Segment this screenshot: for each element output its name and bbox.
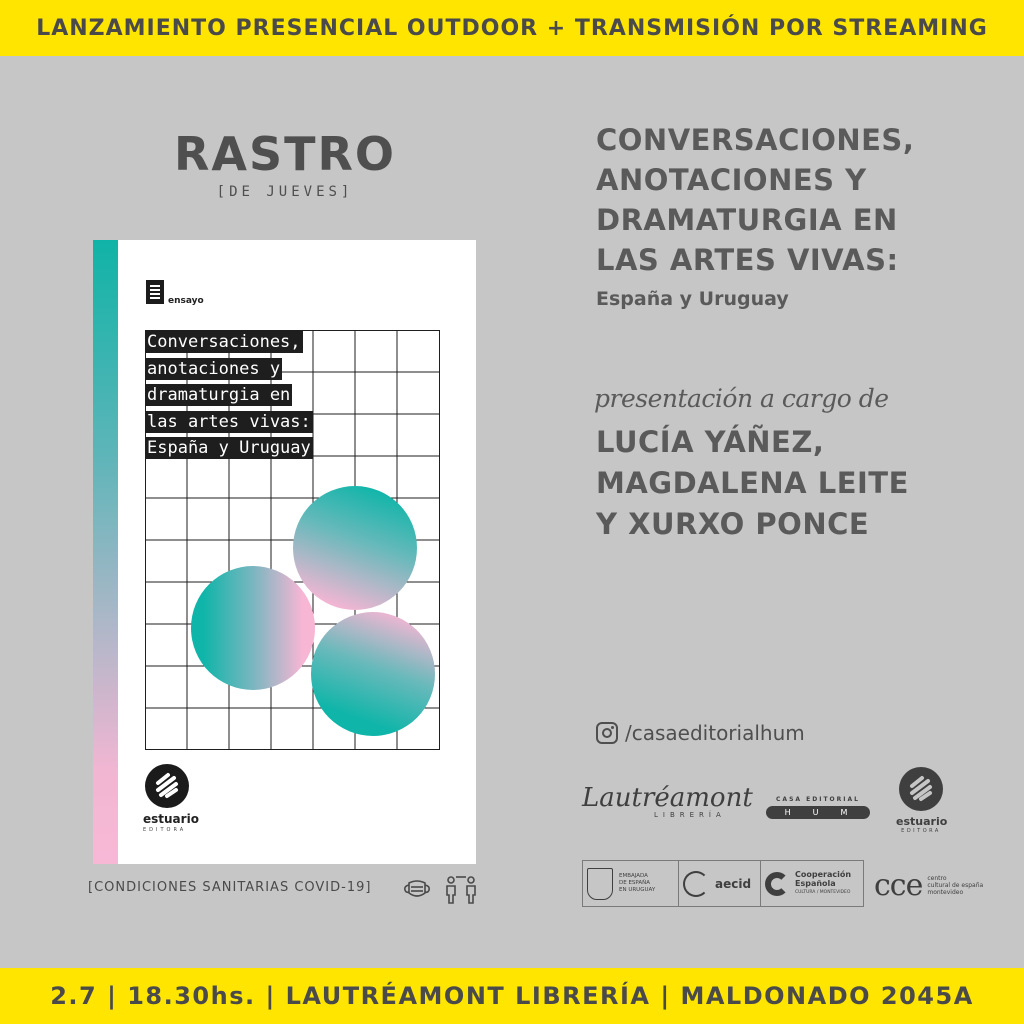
cce-text: cultural de españa: [927, 882, 984, 889]
document-icon: [146, 280, 164, 304]
face-mask-icon: [402, 877, 432, 901]
social-distance-icon: [444, 874, 478, 904]
book-title-line: España y Uruguay: [147, 438, 311, 458]
cover-spine-gradient: [93, 240, 118, 864]
event-title-line: ANOTACIONES Y: [596, 163, 867, 197]
top-banner: LANZAMIENTO PRESENCIAL OUTDOOR + TRANSMISIÓN POR STREAMING: [0, 0, 1024, 56]
book-title-line: las artes vivas:: [147, 411, 311, 432]
cooperacion-subtext: CULTURA / MONTEVIDEO: [795, 890, 851, 895]
publisher-name: estuario: [143, 812, 199, 826]
speaker-line: Y XURXO PONCE: [596, 507, 870, 541]
instagram-handle-text: /casaeditorialhum: [625, 721, 805, 745]
series-name: RASTRO: [173, 127, 397, 181]
book-title-line: anotaciones y: [147, 358, 281, 379]
speakers: [596, 422, 1006, 545]
embajada-text: DE ESPAÑA: [619, 880, 651, 886]
event-info: [594, 120, 1006, 541]
book-title-line: Conversaciones,: [147, 332, 301, 352]
cce-logo: [874, 868, 991, 903]
estuario-subtitle: EDITORA: [901, 828, 941, 834]
book-category: ensayo: [168, 296, 204, 306]
covid-note: [CONDICIONES SANITARIAS COVID-19]: [88, 880, 372, 895]
lautreamont-name: Lautréamont: [582, 783, 753, 813]
hum-logo: [766, 796, 870, 819]
instagram-icon: [596, 722, 618, 744]
embajada-text: EN URUGUAY: [619, 887, 656, 893]
estuario-logo-icon: [899, 767, 943, 811]
estuario-logo: [896, 767, 946, 834]
series-logo: [170, 128, 400, 200]
sponsor-logos: [582, 860, 864, 907]
cooperacion-text: Cooperación: [795, 870, 852, 879]
cce-text: montevideo: [927, 889, 964, 896]
estuario-logo-icon: [145, 764, 189, 808]
aecid-text: aecid: [715, 876, 752, 891]
speaker-line: MAGDALENA LEITE: [596, 466, 909, 500]
book-cover: [93, 240, 476, 864]
cooperacion-icon: [765, 872, 789, 896]
hum-bar-text: HUM: [766, 806, 870, 819]
bottom-banner: 2.7 | 18.30hs. | LAUTRÉAMONT LIBRERÍA | MALDONADO 2045A: [0, 968, 1024, 1024]
cooperacion-text: Española: [795, 879, 836, 888]
event-title-line: DRAMATURGIA EN: [596, 203, 898, 237]
instagram-handle[interactable]: [596, 721, 805, 745]
hum-top-text: CASA EDITORIAL: [776, 796, 860, 803]
cooperacion-logo: [761, 861, 863, 906]
gradient-circle: [191, 566, 315, 690]
event-title-line: LAS ARTES VIVAS:: [596, 243, 899, 277]
event-title-line: CONVERSACIONES,: [596, 123, 915, 157]
presented-by-label: presentación a cargo de: [594, 384, 889, 413]
embajada-text: EMBAJADA: [619, 873, 648, 879]
aecid-icon: [683, 871, 709, 897]
cce-text: centro: [927, 875, 947, 882]
gradient-circle: [311, 612, 435, 736]
lautreamont-logo: [582, 783, 753, 819]
gradient-circle: [293, 486, 417, 610]
event-subtitle: España y Uruguay: [596, 288, 789, 310]
estuario-name: estuario: [896, 815, 948, 828]
lautreamont-subtitle: LIBRERÍA: [654, 811, 726, 819]
embajada-logo: [583, 861, 679, 906]
book-title: [145, 331, 385, 464]
book-title-line: dramaturgia en: [147, 385, 291, 405]
publisher-subtitle: EDITORA: [143, 827, 187, 833]
coat-of-arms-icon: [587, 868, 613, 900]
speaker-line: LUCÍA YÁÑEZ,: [596, 425, 825, 459]
series-subtitle: [DE JUEVES]: [216, 184, 354, 200]
aecid-logo: [679, 861, 761, 906]
event-title: [596, 120, 1006, 280]
cce-mark: cce: [874, 868, 923, 903]
